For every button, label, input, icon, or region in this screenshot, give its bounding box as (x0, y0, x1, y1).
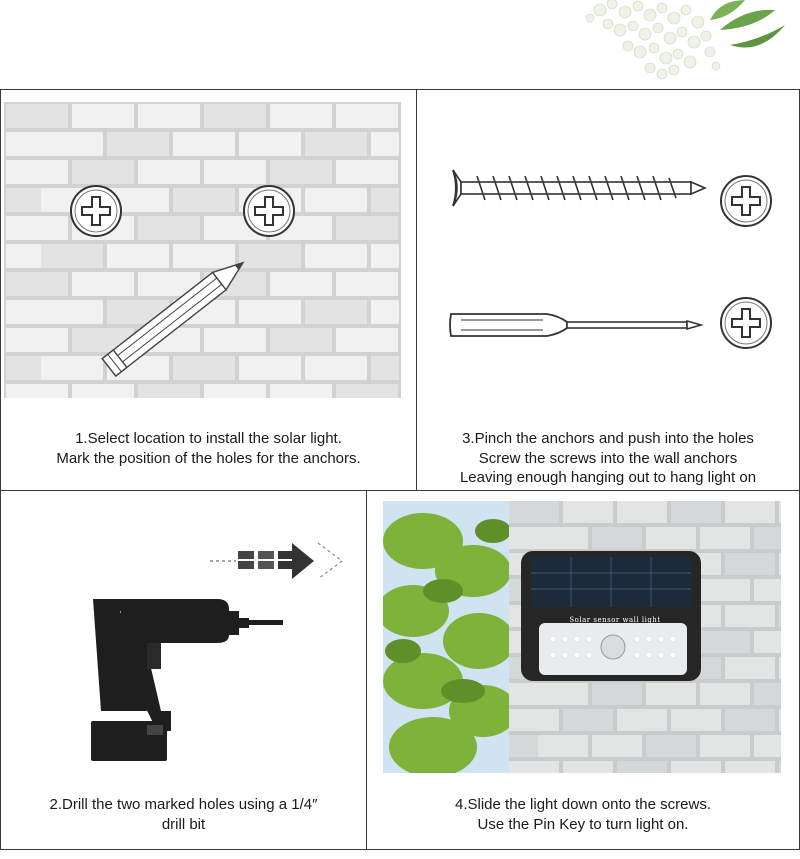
screw-hole-icon (242, 184, 296, 238)
drill-icon (87, 591, 287, 771)
caption-line: 2.Drill the two marked holes using a 1/4″ (49, 796, 318, 813)
caption-line: 1.Select location to install the solar light. (75, 430, 342, 447)
caption-line: 4.Slide the light down onto the screws. (455, 796, 711, 813)
pencil-icon (81, 240, 271, 390)
step-3-panel (416, 89, 800, 491)
step-4-caption (367, 795, 799, 834)
screw-hole-icon (69, 184, 123, 238)
caption-line: Leaving enough hanging out to hang light on (459, 469, 757, 486)
arrow-icon (206, 539, 351, 583)
screw-hole-icon (719, 174, 773, 228)
screwdriver-icon (447, 308, 707, 342)
screw-icon (447, 168, 707, 208)
caption-line: 3.Pinch the anchors and push into the holes (462, 430, 754, 447)
step-2-caption (1, 795, 366, 834)
step-1-panel (0, 89, 417, 491)
step-3-caption (417, 429, 799, 488)
step-4-panel (366, 490, 800, 850)
product-label: Solar sensor wall light (569, 616, 661, 624)
step-1-caption (1, 429, 416, 468)
caption-line: Use the Pin Key to turn light on. (477, 815, 689, 833)
caption-line: Screw the screws into the wall anchors (478, 449, 738, 467)
screw-hole-icon (719, 296, 773, 350)
solar-light-photo (383, 501, 781, 773)
caption-line: Mark the position of the holes for the anchors. (56, 449, 361, 467)
flower-decoration (570, 0, 800, 88)
caption-line: drill bit (161, 815, 206, 833)
step-2-panel (0, 490, 367, 850)
